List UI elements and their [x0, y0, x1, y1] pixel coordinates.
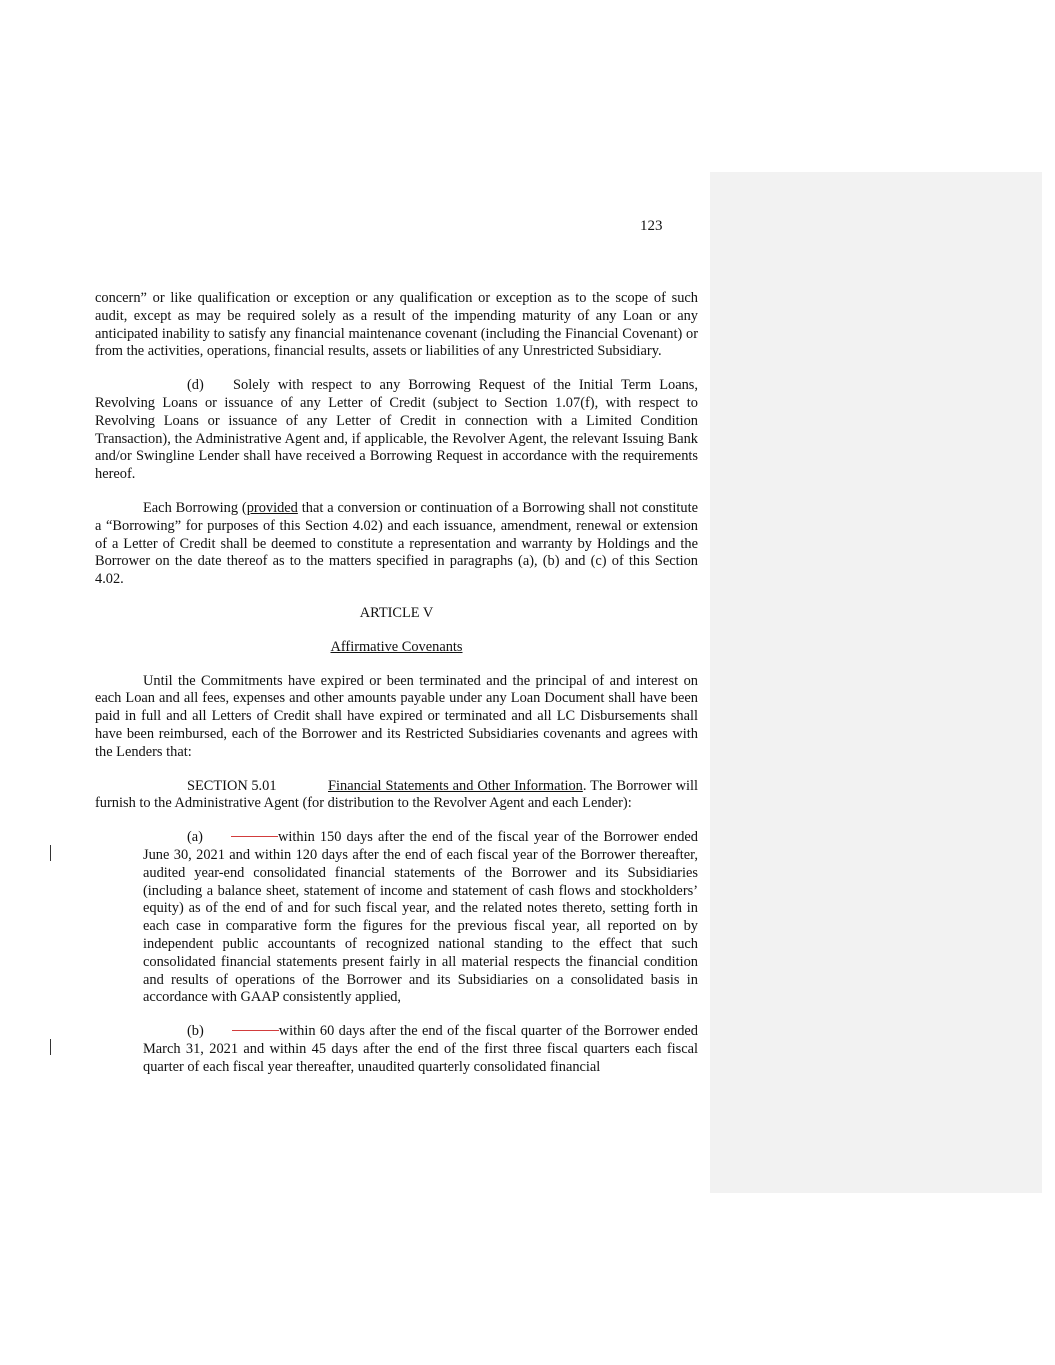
provided-term: provided [246, 499, 298, 516]
list-item-b [143, 1023, 698, 1076]
item-b-label: (b) [187, 1023, 204, 1040]
section-5-01 [95, 778, 698, 814]
deleted-tab-mark [232, 1030, 279, 1031]
item-a-text: within 150 days after the end of the fiscal year of the Borrower ended June 30, 2021 and within 120 days after the end of each fiscal year of the Borrower thereafter, audited year-end consolidated financial statements of the Borrower and its Subsidiaries (including a balance sheet, statement of income and statement of cash flows and stockholders’ equity) as of the end of and for such fiscal year, and the related notes thereto, setting forth in each case in comparative form the figures for the previous fiscal year, all reported on by independent public accountants of recognized national standing to the effect that such consolidated financial statements present fairly in all material respects the financial condition and results of operations of the Borrower and its Subsidiaries on a consolidated basis in accordance with GAAP consistently applied, [143, 829, 698, 1006]
paragraph-d-label: (d) [187, 377, 204, 394]
paragraph-continuation: concern” or like qualification or exception or any qualification or exception as to the scope of such audit, except as may be required solely as a result of the impending maturity of any Loan or any anticipated inability to satisfy any financial maintenance covenant (including the Financial Covenant) or from the activities, operations, financial results, assets or liabilities of any Unrestricted Subsidiary. [95, 290, 698, 360]
section-number: SECTION 5.01 [187, 777, 277, 794]
paragraph-d-text: Solely with respect to any Borrowing Request of the Initial Term Loans, Revolving Loans or issuance of any Letter of Credit (subject to Section 1.07(f), with respect to Revolving Loans or issuance of any Letter of Credit in connection with a Limited Condition Transaction), the Administrative Agent and, if applicable, the Revolver Agent, the relevant Issuing Bank and/or Swingline Lender shall have received a Borrowing Request in accordance with the requirements hereof. [95, 377, 698, 483]
change-bar [50, 1039, 51, 1055]
item-b-text: within 60 days after the end of the fiscal quarter of the Borrower ended March 31, 2021 and within 45 days after the end of the first three fiscal quarters each fiscal quarter of each fiscal year thereafter, unaudited quarterly consolidated financial [143, 1023, 698, 1075]
comment-pane [710, 172, 1042, 1193]
document-body [95, 290, 698, 1076]
paragraph-until: Until the Commitments have expired or been terminated and the principal of and interest on each Loan and all fees, expenses and other amounts payable under any Loan Document shall have been paid in full and all Letters of Credit shall have expired or terminated and all LC Disbursements shall have been reimbursed, each of the Borrower and its Restricted Subsidiaries covenants and agrees with the Lenders that: [95, 672, 698, 760]
section-text: . The Borrower will furnish to the Administrative Agent (for distribution to the Revolver Agent and each Lender): [95, 777, 698, 812]
change-bar [50, 845, 51, 861]
article-title: ARTICLE V [359, 604, 434, 621]
list-item-a [143, 829, 698, 1007]
section-heading: Financial Statements and Other Information [328, 777, 583, 794]
paragraph-d [95, 377, 698, 484]
each-borrowing-post: that a conversion or continuation of a Borrowing shall not constitute a “Borrowing” for purposes of this Section 4.02) and each issuance, amendment, renewal or extension of a Letter of Credit shall be deemed to constitute a representation and warranty by Holdings and the Borrower on the date thereof as to the matters specified in paragraphs (a), (b) and (c) of this Section 4.02. [95, 499, 698, 588]
paragraph-each-borrowing [95, 500, 698, 589]
article-subtitle-text: Affirmative Covenants [330, 638, 463, 655]
article-subtitle [95, 639, 698, 657]
each-borrowing-pre: Each Borrowing ( [143, 499, 247, 516]
page-number: 123 [640, 218, 663, 234]
deleted-tab-mark [231, 836, 278, 837]
item-a-label: (a) [187, 829, 203, 846]
